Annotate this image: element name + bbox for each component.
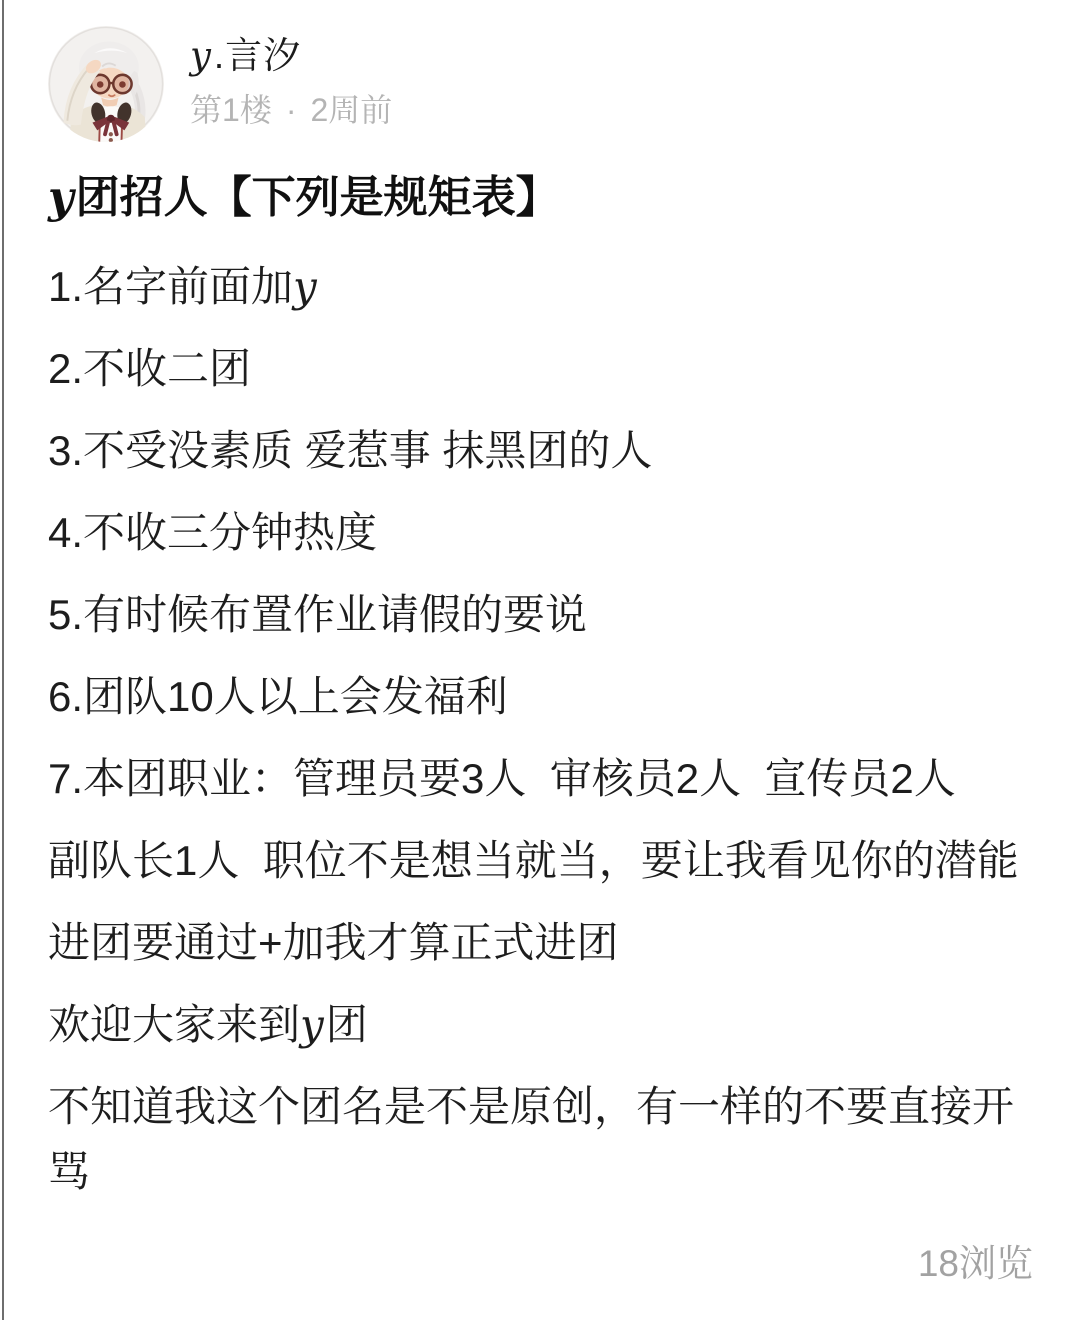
author-block <box>190 26 392 129</box>
post-header <box>48 26 1048 142</box>
rule-line-7: 7.本团职业：管理员要3人 审核员2人 宣传员2人 <box>48 755 956 802</box>
rule-line-1: 1.名字前面加y <box>48 262 317 311</box>
welcome-note: 欢迎大家来到y团 <box>48 1000 368 1049</box>
post-content <box>48 254 1048 1204</box>
page-left-border <box>2 0 4 1320</box>
author-name[interactable]: y.言汐 <box>190 34 302 77</box>
rule-line-7b: 副队长1人 职位不是想当就当，要让我看见你的潜能 <box>48 837 1019 884</box>
rule-line-2: 2.不收二团 <box>48 345 252 392</box>
author-avatar[interactable] <box>48 26 164 142</box>
join-note: 进团要通过+加我才算正式进团 <box>48 919 619 966</box>
rule-line-6: 6.团队10人以上会发福利 <box>48 673 508 720</box>
anime-girl-avatar-icon <box>48 26 164 142</box>
rule-line-3: 3.不受没素质 爱惹事 抹黑团的人 <box>48 427 653 474</box>
rule-line-4: 4.不收三分钟热度 <box>48 509 378 556</box>
post-meta <box>190 91 392 129</box>
origin-note: 不知道我这个团名是不是原创，有一样的不要直接开骂 <box>48 1083 1015 1195</box>
meta-dot-separator: · <box>285 92 297 128</box>
post-time: 2周前 <box>310 92 393 128</box>
rule-line-5: 5.有时候布置作业请假的要说 <box>48 591 588 638</box>
view-count: 18浏览 <box>917 1243 1033 1284</box>
post-title: y团招人【下列是规矩表】 <box>48 172 560 223</box>
floor-label: 第1楼 <box>190 92 272 128</box>
